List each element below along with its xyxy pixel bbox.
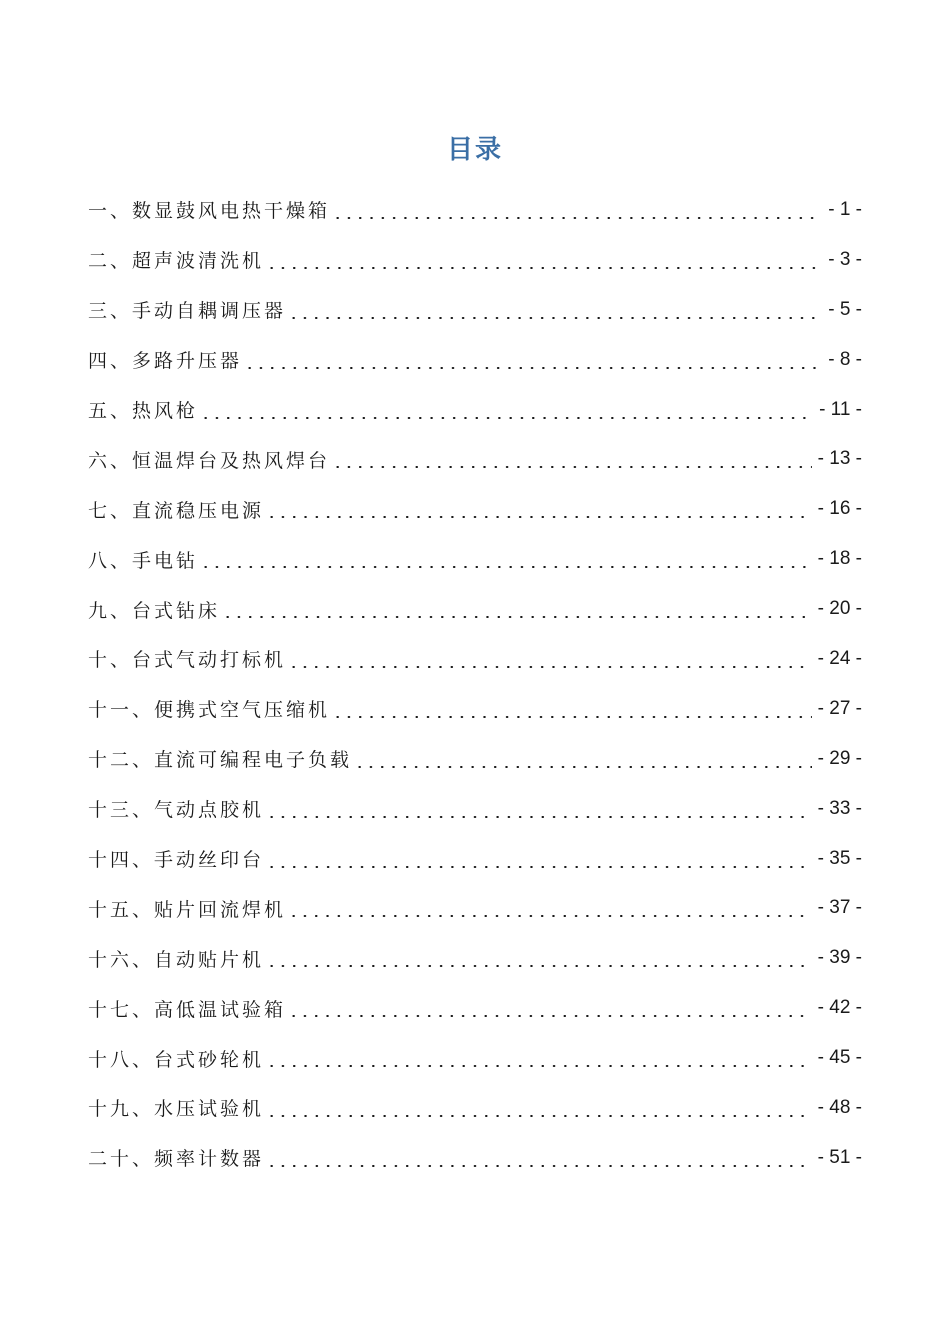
toc-entry[interactable] [88, 1083, 862, 1133]
dot-leader [266, 866, 812, 868]
toc-entry-page-number: - 35 - [817, 847, 862, 869]
toc-title: 目录 [446, 135, 503, 165]
toc-list [88, 185, 862, 1183]
toc-entry[interactable] [88, 185, 862, 235]
toc-entry-label: 二、超声波清洗机 [88, 250, 265, 273]
toc-entry[interactable] [88, 385, 862, 435]
dot-leader [244, 367, 822, 369]
toc-entry[interactable] [88, 784, 862, 834]
toc-entry-label: 一、数显鼓风电热干燥箱 [88, 200, 331, 223]
toc-entry[interactable] [88, 434, 862, 484]
toc-entry-page-number: - 5 - [828, 298, 862, 320]
toc-entry-page-number: - 13 - [817, 448, 862, 470]
toc-entry[interactable] [88, 1033, 862, 1083]
toc-entry[interactable] [88, 684, 862, 734]
dot-leader [266, 1115, 812, 1117]
toc-entry-label: 八、手电钻 [88, 549, 199, 572]
dot-leader [288, 666, 812, 668]
dot-leader [200, 417, 813, 419]
dot-leader [332, 716, 812, 718]
toc-entry-label: 十八、台式砂轮机 [88, 1048, 265, 1071]
toc-entry-page-number: - 33 - [817, 797, 862, 819]
toc-entry-page-number: - 42 - [817, 997, 862, 1019]
dot-leader [266, 1165, 812, 1167]
dot-leader [332, 217, 822, 219]
toc-entry[interactable] [88, 734, 862, 784]
dot-leader [288, 1015, 812, 1017]
toc-entry-label: 九、台式钻床 [88, 599, 221, 622]
toc-entry-label: 十二、直流可编程电子负载 [88, 749, 353, 772]
toc-entry-label: 十、台式气动打标机 [88, 649, 287, 672]
toc-entry-label: 二十、频率计数器 [88, 1148, 265, 1171]
dot-leader [266, 965, 812, 967]
toc-entry[interactable] [88, 335, 862, 385]
toc-entry-label: 十一、便携式空气压缩机 [88, 699, 331, 722]
toc-entry[interactable] [88, 1133, 862, 1183]
toc-entry[interactable] [88, 634, 862, 684]
toc-entry-label: 十四、手动丝印台 [88, 849, 265, 872]
toc-entry-page-number: - 8 - [828, 348, 862, 370]
toc-entry[interactable] [88, 834, 862, 884]
toc-entry-label: 十七、高低温试验箱 [88, 998, 287, 1021]
toc-entry-label: 四、多路升压器 [88, 350, 243, 373]
dot-leader [354, 766, 812, 768]
toc-entry-page-number: - 39 - [817, 947, 862, 969]
toc-entry-page-number: - 45 - [817, 1047, 862, 1069]
dot-leader [200, 566, 812, 568]
toc-entry[interactable] [88, 534, 862, 584]
toc-entry-page-number: - 3 - [828, 248, 862, 270]
toc-entry-page-number: - 51 - [817, 1146, 862, 1168]
toc-entry[interactable] [88, 285, 862, 335]
dot-leader [266, 1065, 812, 1067]
toc-entry-label: 十五、贴片回流焊机 [88, 898, 287, 921]
dot-leader [332, 466, 812, 468]
toc-entry-page-number: - 29 - [817, 747, 862, 769]
toc-entry[interactable] [88, 235, 862, 285]
dot-leader [222, 616, 812, 618]
dot-leader [266, 816, 812, 818]
dot-leader [266, 516, 812, 518]
toc-entry[interactable] [88, 983, 862, 1033]
dot-leader [266, 267, 822, 269]
toc-entry-label: 六、恒温焊台及热风焊台 [88, 449, 331, 472]
toc-entry[interactable] [88, 933, 862, 983]
toc-entry-page-number: - 37 - [817, 897, 862, 919]
toc-entry-page-number: - 48 - [817, 1096, 862, 1118]
dot-leader [288, 317, 822, 319]
toc-entry-page-number: - 1 - [828, 198, 862, 220]
toc-entry-label: 十三、气动点胶机 [88, 799, 265, 822]
toc-entry-label: 十六、自动贴片机 [88, 948, 265, 971]
toc-entry-page-number: - 24 - [817, 647, 862, 669]
toc-entry-label: 五、热风枪 [88, 400, 199, 422]
dot-leader [288, 915, 812, 917]
toc-entry-label: 十九、水压试验机 [88, 1098, 265, 1121]
toc-entry-page-number: - 11 - [819, 398, 862, 420]
toc-entry-label: 七、直流稳压电源 [88, 499, 265, 522]
toc-entry[interactable] [88, 484, 862, 534]
toc-entry-page-number: - 20 - [817, 598, 862, 620]
toc-entry[interactable] [88, 883, 862, 933]
toc-entry[interactable] [88, 584, 862, 634]
toc-entry-page-number: - 16 - [817, 498, 862, 520]
toc-entry-label: 三、手动自耦调压器 [88, 300, 287, 323]
toc-entry-page-number: - 27 - [817, 697, 862, 719]
toc-entry-page-number: - 18 - [817, 548, 862, 570]
